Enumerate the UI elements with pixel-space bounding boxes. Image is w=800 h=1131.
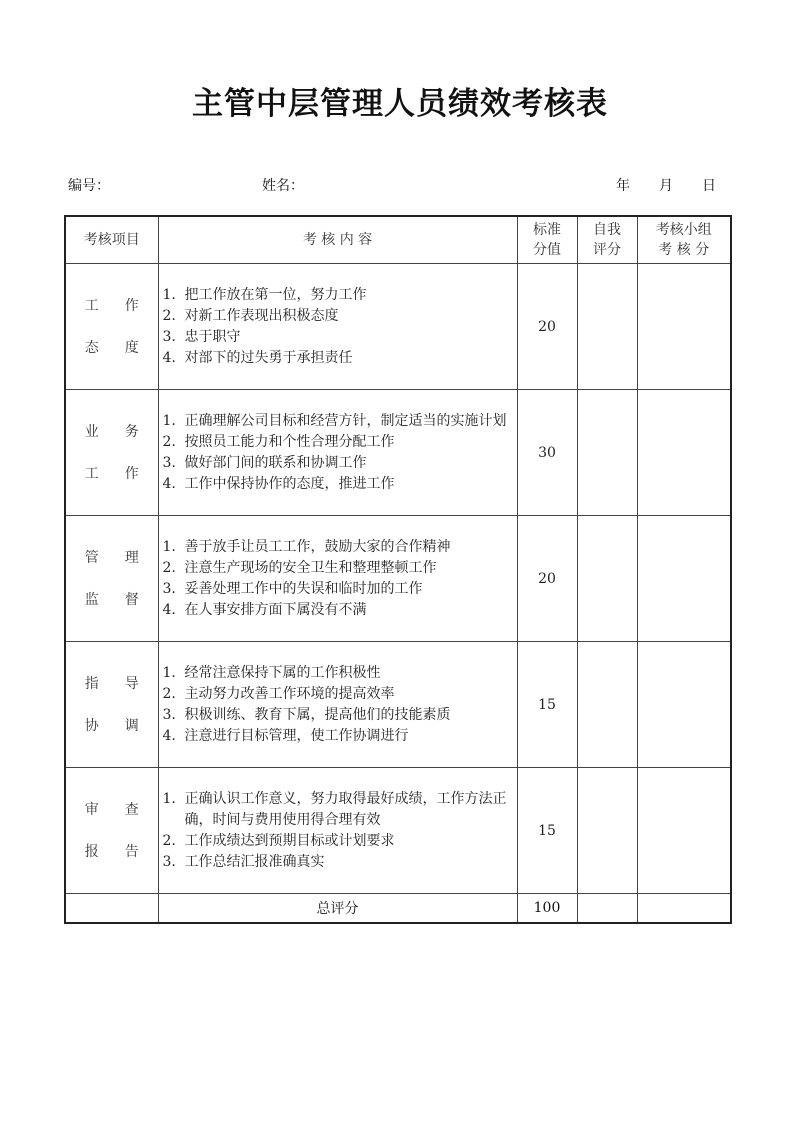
self-score-cell[interactable] — [577, 768, 637, 894]
list-item: 4. 注意进行目标管理，使工作协调进行 — [162, 727, 409, 744]
list-item: 1. 正确理解公司目标和经营方针，制定适当的实施计划 — [162, 412, 507, 429]
list-item: 2. 主动努力改善工作环境的提高效率 — [162, 685, 395, 702]
section-name — [65, 642, 158, 768]
total-row — [65, 894, 731, 924]
header-standard-line-2: 分值 — [533, 242, 561, 258]
list-item: 1. 正确认识工作意义，努力取得最好成绩，工作方法正确，时间与费用使用得合理有效 — [162, 790, 507, 828]
total-group-cell[interactable] — [637, 894, 731, 924]
list-item: 3. 做好部门间的联系和协调工作 — [162, 454, 367, 471]
table-row — [65, 264, 731, 390]
header-standard-line-1: 标准 — [533, 222, 561, 238]
section-name-char: 理 — [124, 549, 139, 566]
day-label: 日 — [702, 178, 716, 194]
section-content — [158, 390, 517, 516]
section-name-char: 管 — [84, 549, 99, 566]
section-content — [158, 264, 517, 390]
group-score-cell[interactable] — [637, 390, 731, 516]
group-score-cell[interactable] — [637, 768, 731, 894]
total-self-cell[interactable] — [577, 894, 637, 924]
section-name-char: 工 — [84, 297, 99, 314]
list-item: 2. 按照员工能力和个性合理分配工作 — [162, 433, 395, 450]
section-name-char: 态 — [84, 339, 99, 356]
standard-score: 15 — [517, 768, 577, 894]
section-name-char: 指 — [84, 675, 99, 692]
list-item: 4. 对部下的过失勇于承担责任 — [162, 349, 353, 366]
self-score-cell[interactable] — [577, 390, 637, 516]
total-label: 总评分 — [158, 894, 517, 924]
table-row — [65, 390, 731, 516]
section-name — [65, 516, 158, 642]
list-item: 2. 注意生产现场的安全卫生和整理整顿工作 — [162, 559, 437, 576]
group-score-cell[interactable] — [637, 642, 731, 768]
standard-score: 30 — [517, 390, 577, 516]
header-group — [637, 216, 731, 264]
header-group-line-2: 考 核 分 — [658, 242, 710, 258]
date-labels — [616, 175, 716, 195]
section-name-char: 监 — [84, 591, 99, 608]
total-score: 100 — [517, 894, 577, 924]
header-standard — [517, 216, 577, 264]
section-name-char: 业 — [84, 423, 99, 440]
code-label: 编号： — [68, 178, 110, 194]
section-name-char: 查 — [124, 801, 139, 818]
section-name-char: 报 — [84, 843, 99, 860]
total-empty-cell — [65, 894, 158, 924]
list-item: 1. 善于放手让员工工作，鼓励大家的合作精神 — [162, 538, 451, 555]
table-row — [65, 516, 731, 642]
year-label: 年 — [616, 178, 630, 194]
section-content — [158, 642, 517, 768]
page-title: 主管中层管理人员绩效考核表 — [192, 86, 608, 122]
list-item: 1. 经常注意保持下属的工作积极性 — [162, 664, 381, 681]
list-item: 3. 忠于职守 — [162, 328, 241, 345]
table-row — [65, 642, 731, 768]
section-name — [65, 768, 158, 894]
name-label: 姓名： — [262, 178, 304, 194]
list-item: 3. 妥善处理工作中的失误和临时加的工作 — [162, 580, 423, 597]
appraisal-table — [64, 215, 732, 924]
section-name-char: 告 — [124, 843, 139, 860]
list-item: 4. 工作中保持协作的态度，推进工作 — [162, 475, 395, 492]
table-row — [65, 768, 731, 894]
list-item: 1. 把工作放在第一位，努力工作 — [162, 286, 367, 303]
header-item: 考核项目 — [65, 216, 158, 264]
standard-score: 20 — [517, 264, 577, 390]
section-name-char: 工 — [84, 465, 99, 482]
header-row — [65, 216, 731, 264]
section-name — [65, 264, 158, 390]
section-name — [65, 390, 158, 516]
header-self — [577, 216, 637, 264]
header-self-line-1: 自我 — [593, 222, 621, 238]
list-item: 2. 工作成绩达到预期目标或计划要求 — [162, 832, 395, 849]
standard-score: 20 — [517, 516, 577, 642]
header-content: 考 核 内 容 — [158, 216, 517, 264]
list-item: 2. 对新工作表现出积极态度 — [162, 307, 339, 324]
section-name-char: 度 — [124, 339, 139, 356]
list-item: 3. 积极训练、教育下属，提高他们的技能素质 — [162, 706, 451, 723]
section-content — [158, 516, 517, 642]
self-score-cell[interactable] — [577, 516, 637, 642]
list-item: 3. 工作总结汇报准确真实 — [162, 853, 325, 870]
section-name-char: 导 — [124, 675, 139, 692]
header-group-line-1: 考核小组 — [655, 222, 712, 238]
section-content — [158, 768, 517, 894]
section-name-char: 作 — [124, 297, 139, 314]
group-score-cell[interactable] — [637, 516, 731, 642]
section-name-char: 审 — [84, 801, 99, 818]
group-score-cell[interactable] — [637, 264, 731, 390]
month-label: 月 — [659, 178, 673, 194]
section-name-char: 协 — [84, 717, 99, 734]
section-name-char: 作 — [124, 465, 139, 482]
self-score-cell[interactable] — [577, 642, 637, 768]
list-item: 4. 在人事安排方面下属没有不满 — [162, 601, 367, 618]
section-name-char: 务 — [124, 423, 139, 440]
section-name-char: 调 — [124, 717, 139, 734]
self-score-cell[interactable] — [577, 264, 637, 390]
section-name-char: 督 — [124, 591, 139, 608]
header-self-line-2: 评分 — [593, 242, 621, 258]
standard-score: 15 — [517, 642, 577, 768]
